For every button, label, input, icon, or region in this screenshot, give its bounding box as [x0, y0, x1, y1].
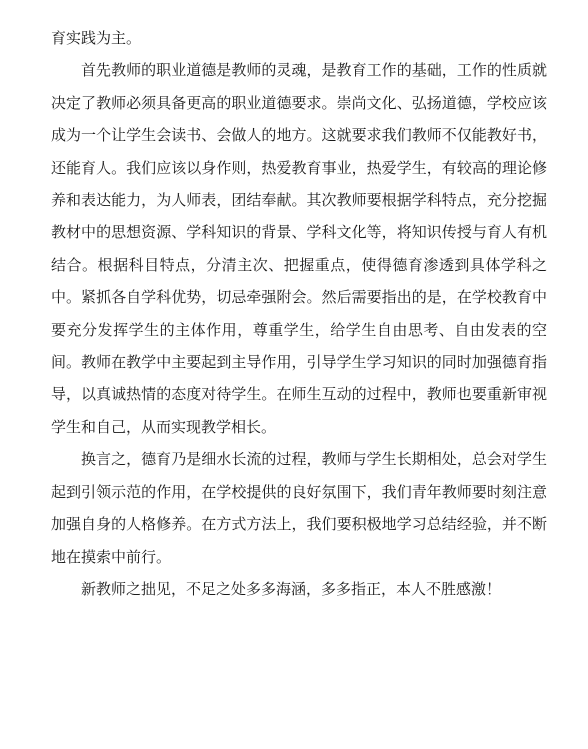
paragraph-summary: 换言之，德育乃是细水长流的过程，教师与学生长期相处，总会对学生起到引领示范的作用，在学校提供的良好氛围下，我们青年教师要时刻注意加强自身的人格修养。在方式方法上，我们要积极地学习总结经验，并不断地在摸索中前行。	[51, 450, 547, 566]
paragraph-teacher-ethics: 首先教师的职业道德是教师的灵魂，是教育工作的基础，工作的性质就决定了教师必须具备更高的职业道德要求。崇尚文化、弘扬道德，学校应该成为一个让学生会读书、会做人的地方。这就要求我们教师不仅能教好书，还能育人。我们应该以身作则，热爱教育事业，热爱学生，有较高的理论修养和表达能力，为人师表，团结奉献。其次教师要根据学科特点，充分挖掘教材中的思想资源、学科知识的背景、学科文化等，将知识传授与育人有机结合。根据科目特点，分清主次、把握重点，使得德育渗透到具体学科之中。紧抓各自学科优势，切忌牵强附会。然后需要指出的是，在学校教育中要充分发挥学生的主体作用，尊重学生，给学生自由思考、自由发表的空间。教师在教学中主要起到主导作用，引导学生学习知识的同时加强德育指导，以真诚热情的态度对待学生。在师生互动的过程中，教师也要重新审视学生和自己，从而实现教学相长。	[51, 61, 547, 436]
paragraph-continuation: 育实践为主。	[51, 29, 142, 47]
paragraph-closing: 新教师之拙见，不足之处多多海涵，多多指正，本人不胜感激！	[81, 579, 502, 598]
document-body	[51, 22, 547, 605]
